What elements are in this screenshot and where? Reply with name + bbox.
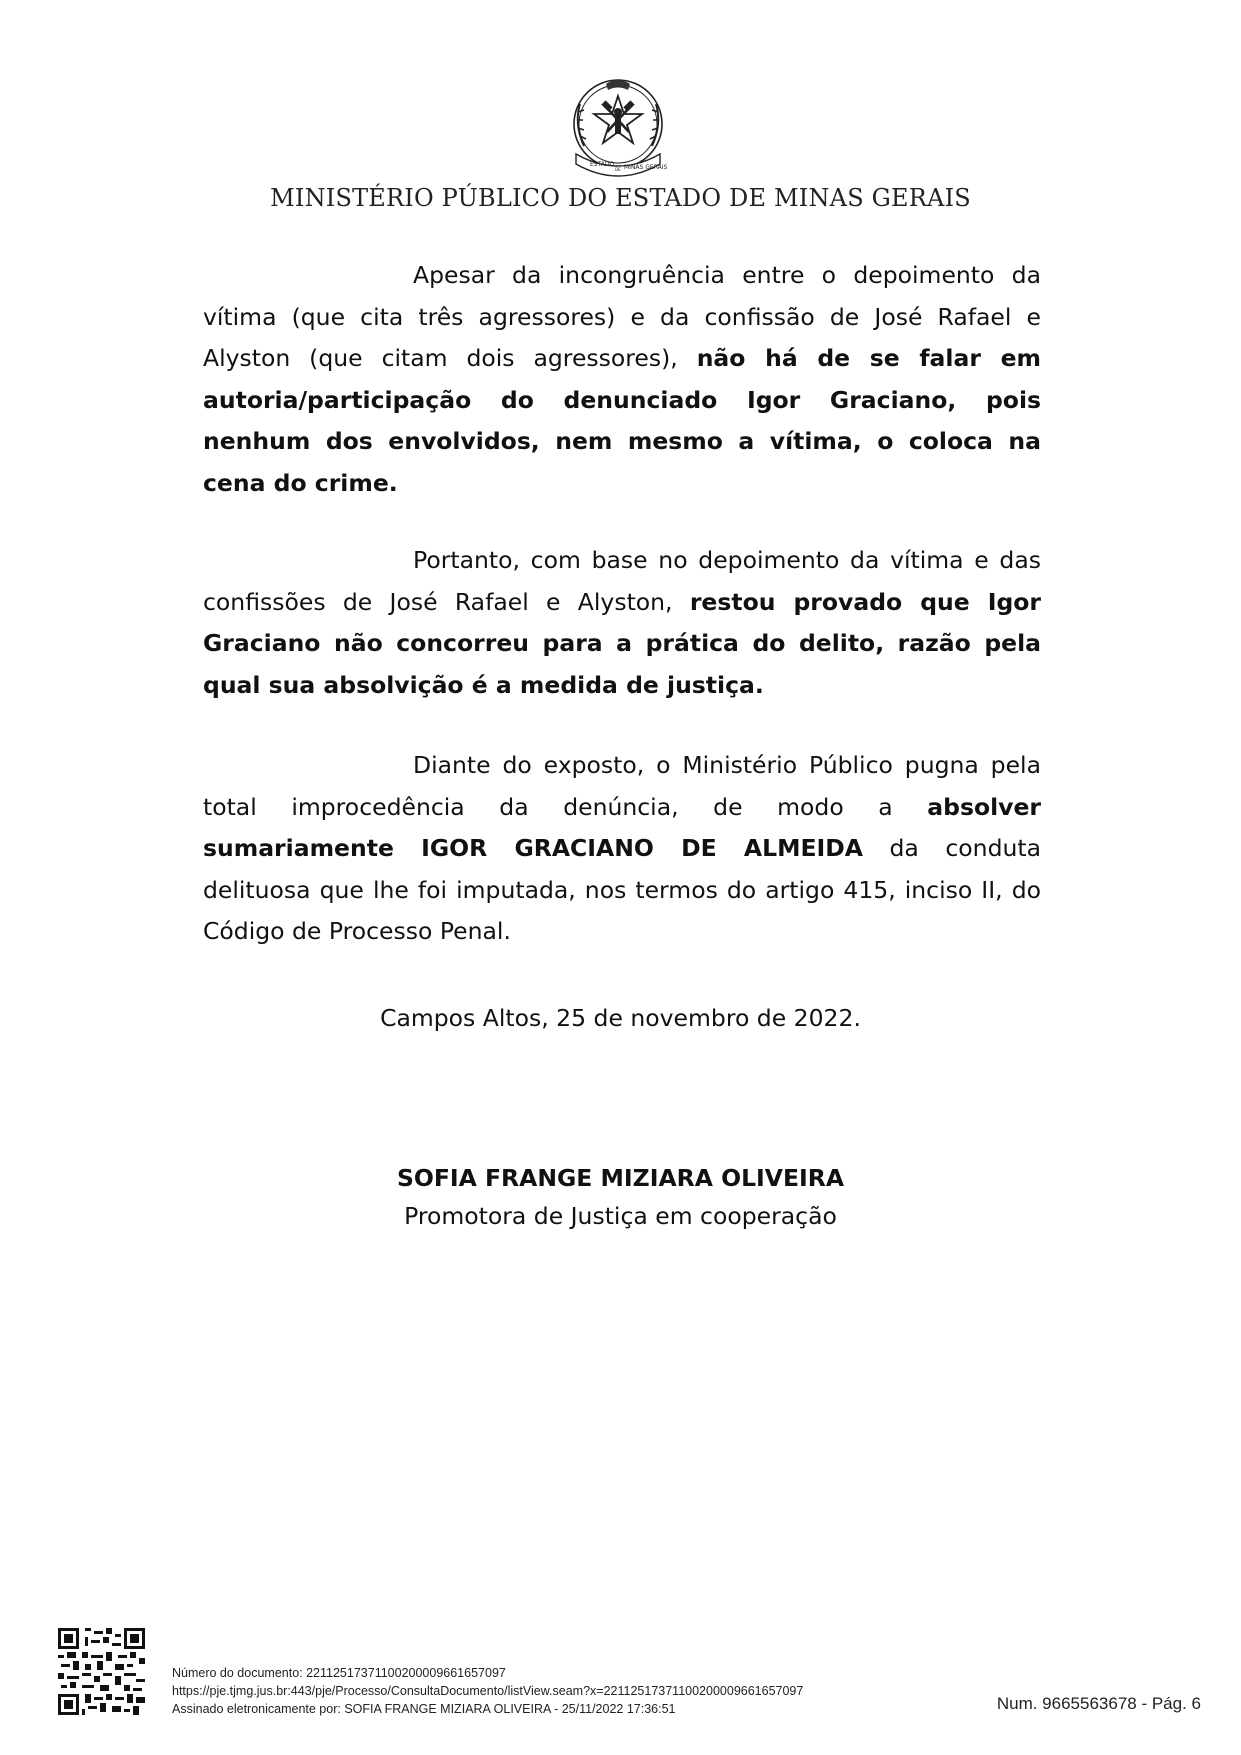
page-header-title: MINISTÉRIO PÚBLICO DO ESTADO DE MINAS GERAIS	[270, 184, 971, 212]
coat-of-arms-seal-icon	[560, 74, 676, 180]
document-metadata	[172, 1664, 803, 1718]
seal-ribbon-right: MINAS GERAIS	[624, 164, 668, 171]
seal-ribbon-left: ESTADO	[590, 161, 615, 168]
paragraph-2	[203, 540, 1041, 706]
paragraph-3	[203, 745, 1041, 953]
paragraph-1-text: Apesar da incongruência entre o depoimento da vítima (que cita três agressores) e da confissão de José Rafael e Alyston (que citam dois agressores),	[203, 261, 1041, 372]
place-and-date: Campos Altos, 25 de novembro de 2022.	[380, 1004, 861, 1032]
signer-role: Promotora de Justiça em cooperação	[404, 1202, 837, 1230]
paragraph-3-bold: absolver sumariamente IGOR GRACIANO DE ALMEIDA	[203, 792, 1041, 862]
electronic-signature-info: Assinado eletronicamente por: SOFIA FRANGE MIZIARA OLIVEIRA - 25/11/2022 17:36:51	[172, 1702, 676, 1716]
paragraph-3-text-a: Diante do exposto, o Ministério Público pugna pela total improcedência da denúncia, de modo a	[203, 751, 1041, 821]
paragraph-2-text: Portanto, com base no depoimento da vítima e das confissões de José Rafael e Alyston,	[203, 546, 1041, 616]
paragraph-1-bold: não há de se falar em autoria/participação do denunciado Igor Graciano, pois nenhum dos envolvidos, nem mesmo a vítima, o coloca na cena do crime.	[203, 344, 1041, 497]
qr-code-icon[interactable]	[58, 1628, 145, 1715]
signer-name: SOFIA FRANGE MIZIARA OLIVEIRA	[396, 1164, 845, 1192]
paragraph-2-bold: restou provado que Igor Graciano não concorreu para a prática do delito, razão pela qual sua absolvição é a medida de justiça.	[203, 587, 1042, 699]
paragraph-3-text-b: da conduta delituosa que lhe foi imputada, nos termos do artigo 415, inciso II, do Código de Processo Penal.	[203, 834, 1041, 945]
document-url[interactable]: https://pje.tjmg.jus.br:443/pje/Processo/ConsultaDocumento/listView.seam?x=22112517371100200009661657097	[172, 1684, 804, 1698]
paragraph-1	[203, 255, 1041, 504]
page-number: Num. 9665563678 - Pág. 6	[996, 1694, 1201, 1713]
seal-ribbon-mid: DE	[615, 167, 621, 172]
document-number: Número do documento: 22112517371100200009661657097	[172, 1666, 506, 1680]
